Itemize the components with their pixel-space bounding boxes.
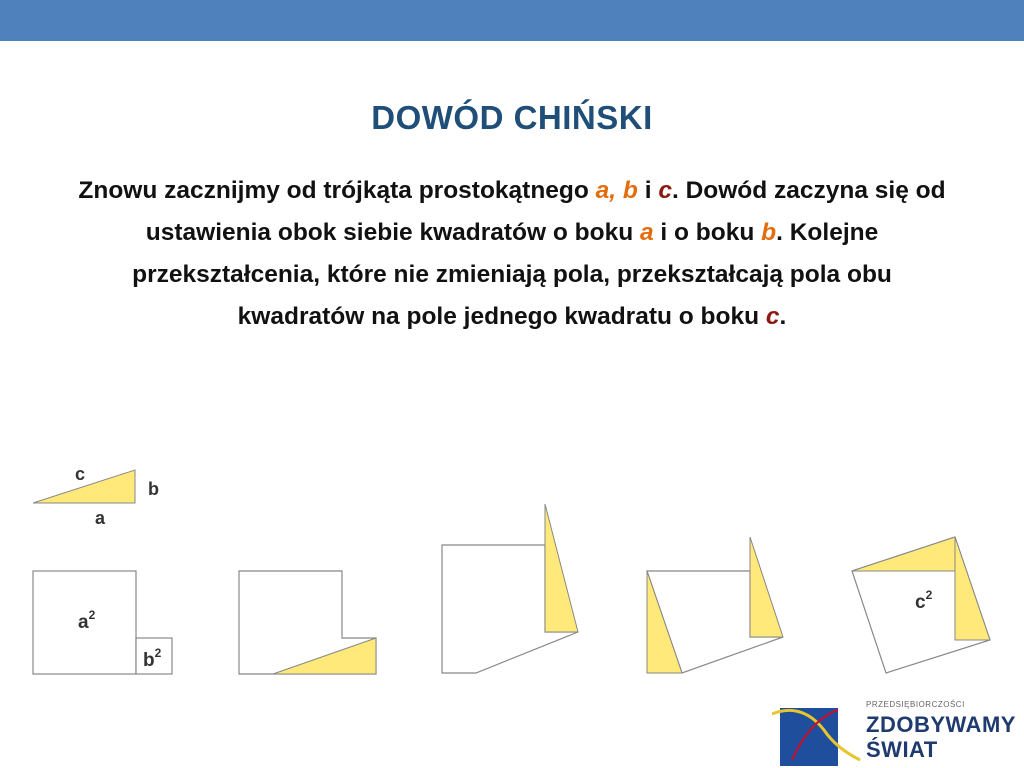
- body-paragraph: [70, 170, 954, 338]
- top-bar: [0, 0, 1024, 41]
- triangle-label-a: a: [95, 508, 106, 528]
- triangle-label-c: c: [75, 464, 86, 484]
- variable-b: b: [761, 219, 777, 246]
- step-5-square-c: [852, 537, 990, 673]
- variable-c: c: [765, 303, 780, 330]
- text-segment: i o boku: [653, 219, 762, 246]
- label-c: c: [915, 592, 926, 613]
- variable-ab: a, b: [595, 177, 638, 204]
- text-segment: .: [779, 303, 787, 330]
- label-exponent: 2: [154, 646, 162, 660]
- text-segment: i: [637, 177, 659, 204]
- proof-diagram: [0, 440, 1024, 700]
- step-3-shape: [442, 504, 578, 673]
- step-1-squares: [33, 571, 172, 674]
- zdobywamy-swiat-logo: [772, 700, 1024, 768]
- step-4-shape: [647, 537, 783, 673]
- text-segment: . Kolejne przekształcenia, które nie zmieniają pola, przekształcają pola obu kwadratów na pole jednego kwadratu o boku: [132, 219, 892, 330]
- label-b: b: [143, 650, 155, 671]
- text-segment: Znowu zacznijmy od trójkąta prostokątnego: [78, 177, 596, 204]
- label-exponent: 2: [88, 608, 96, 622]
- triangle-label-b: b: [148, 479, 159, 499]
- logo-line-2: ŚWIAT: [866, 737, 938, 762]
- variable-a: a: [639, 219, 654, 246]
- reference-triangle: [33, 464, 159, 528]
- label-a: a: [78, 612, 89, 633]
- logo-tagline: PRZEDSIĘBIORCZOŚCI: [866, 700, 965, 709]
- variable-c: c: [658, 177, 672, 204]
- text-segment: . Dowód zaczyna się od ustawienia obok siebie kwadratów o boku: [145, 177, 946, 246]
- label-exponent: 2: [925, 588, 933, 602]
- slide-title: DOWÓD CHIŃSKI: [371, 99, 653, 136]
- logo-line-1: ZDOBYWAMY: [866, 712, 1016, 737]
- logo-emblem-icon: [772, 700, 862, 768]
- step-2-shape: [239, 571, 376, 674]
